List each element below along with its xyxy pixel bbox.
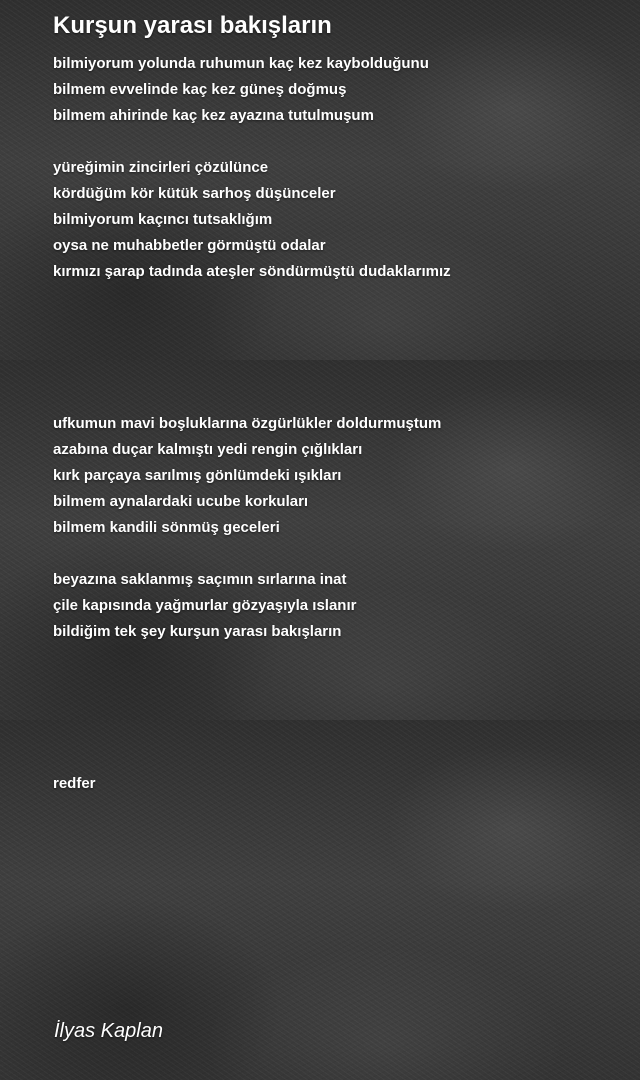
- stanza-4: [53, 567, 356, 645]
- stanza-2: [53, 155, 451, 285]
- stanza-5: [53, 771, 96, 797]
- poem-line: yüreğimin zincirleri çözülünce: [53, 159, 269, 176]
- poem-line: oysa ne muhabbetler görmüştü odalar: [53, 237, 326, 254]
- poem-line: bilmem aynalardaki ucube korkuları: [53, 493, 309, 510]
- poem-line: bilmem ahirinde kaç kez ayazına tutulmuşum: [53, 107, 374, 124]
- poem-line: çile kapısında yağmurlar gözyaşıyla ıslanır: [53, 597, 357, 614]
- poem-line: azabına duçar kalmıştı yedi rengin çığlıkları: [53, 441, 363, 458]
- poem-line: ufkumun mavi boşluklarına özgürlükler doldurmuştum: [53, 415, 442, 432]
- stanza-3: [53, 411, 441, 541]
- poem-line: beyazına saklanmış saçımın sırlarına inat: [53, 571, 347, 588]
- poem-line: kördüğüm kör kütük sarhoş düşünceler: [53, 185, 336, 202]
- poem-line: kırmızı şarap tadında ateşler söndürmüştü dudaklarımız: [53, 263, 451, 280]
- poem-line: redfer: [53, 775, 96, 792]
- poem-author: İlyas Kaplan: [54, 1020, 163, 1042]
- poem-title: Kurşun yarası bakışların: [53, 12, 332, 39]
- poem-panel-2: [0, 360, 640, 720]
- poem-line: kırk parçaya sarılmış gönlümdeki ışıkları: [53, 467, 342, 484]
- poem-panel-3: [0, 720, 640, 1080]
- poem-panel-1: [0, 0, 640, 360]
- poem-line: bildiğim tek şey kurşun yarası bakışların: [53, 623, 342, 640]
- stanza-1: [53, 51, 429, 129]
- poem-line: bilmem kandili sönmüş geceleri: [53, 519, 280, 536]
- poem-line: bilmiyorum kaçıncı tutsaklığım: [53, 211, 273, 228]
- poem-line: bilmem evvelinde kaç kez güneş doğmuş: [53, 81, 347, 98]
- poem-line: bilmiyorum yolunda ruhumun kaç kez kaybolduğunu: [53, 55, 429, 72]
